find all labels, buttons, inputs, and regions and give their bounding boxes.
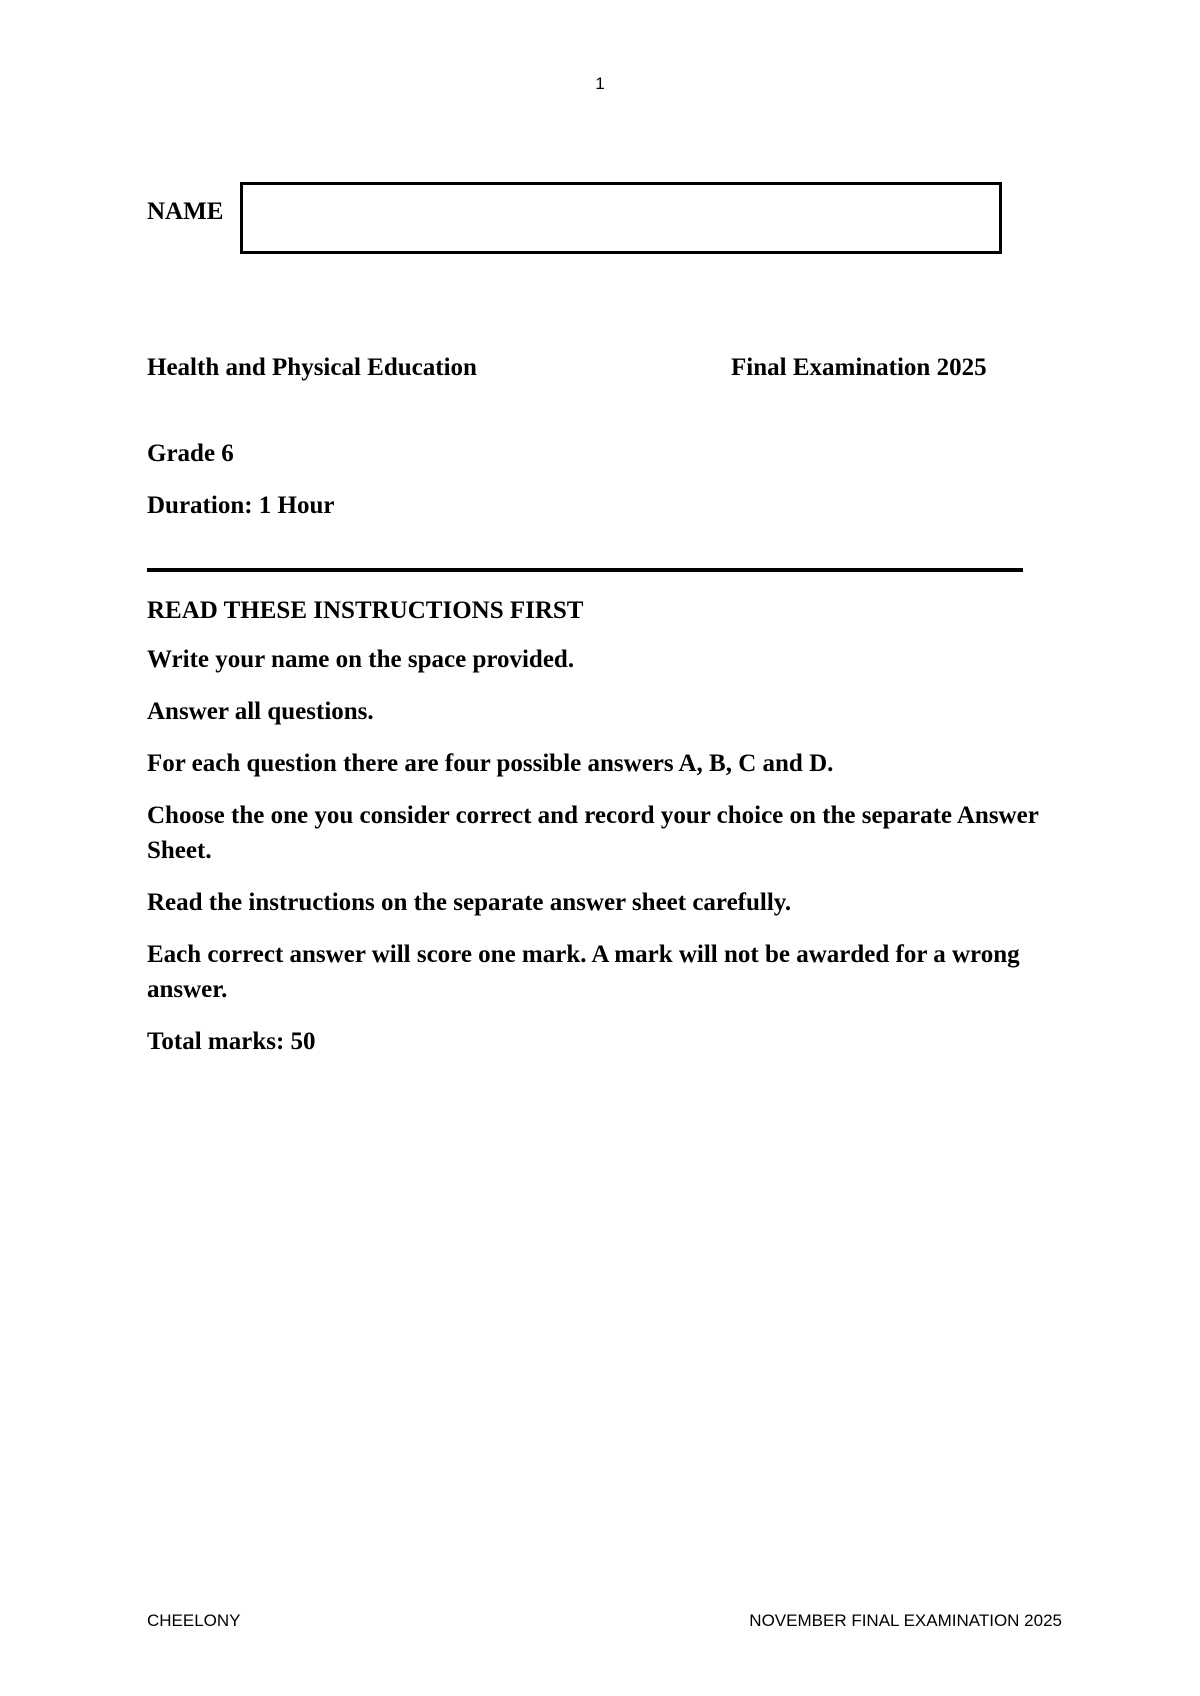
grade-label: Grade 6 <box>147 440 234 467</box>
name-field[interactable] <box>240 182 1002 254</box>
page-number: 1 <box>595 74 605 93</box>
subject-title: Health and Physical Education <box>147 354 477 381</box>
instruction-item: For each question there are four possible answers A, B, C and D. <box>147 750 834 777</box>
total-marks: Total marks: 50 <box>147 1028 316 1055</box>
footer-exam-title: NOVEMBER FINAL EXAMINATION 2025 <box>749 1611 1062 1630</box>
exam-title: Final Examination 2025 <box>731 354 987 381</box>
instruction-item: Read the instructions on the separate answer sheet carefully. <box>147 889 792 916</box>
instructions-heading: READ THESE INSTRUCTIONS FIRST <box>147 597 584 624</box>
instruction-item: Answer all questions. <box>147 698 374 725</box>
instructions-section <box>147 594 1067 1076</box>
instruction-item: Write your name on the space provided. <box>147 646 575 673</box>
duration-label: Duration: 1 Hour <box>147 492 335 519</box>
divider-line <box>147 568 1023 572</box>
name-label: NAME <box>147 198 224 225</box>
instruction-item: Choose the one you consider correct and record your choice on the separate Answer Sheet. <box>147 802 1039 864</box>
instruction-item: Each correct answer will score one mark. A mark will not be awarded for a wrong answer. <box>147 941 1020 1003</box>
footer-author: CHEELONY <box>147 1611 241 1630</box>
